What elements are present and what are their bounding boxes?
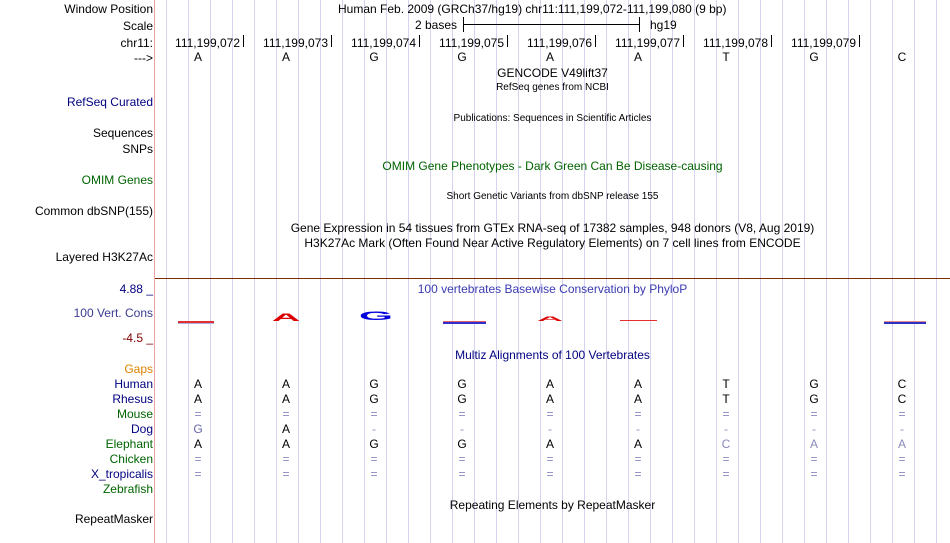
dbsnp-track-title[interactable]: Short Genetic Variants from dbSNP release 155 [446,191,659,202]
species-label-human[interactable]: Human [114,377,153,391]
alignment-base: G [457,392,467,406]
coordinate-tick [331,35,332,47]
species-label-mouse[interactable]: Mouse [116,407,153,421]
alignment-base: - [724,422,728,436]
alignment-base: G [369,377,379,391]
alignment-base: = [458,452,466,466]
alignment-base: C [721,437,731,451]
species-label-dog[interactable]: Dog [130,422,153,436]
reference-base: G [369,50,379,64]
reference-base: C [897,50,907,64]
alignment-base: = [898,452,906,466]
alignment-base: = [722,407,730,421]
phylop-track-title[interactable]: 100 vertebrates Basewise Conservation by PhyloP [417,282,688,296]
alignment-base: = [634,407,642,421]
alignment-base: G [809,377,819,391]
repeatmasker-label[interactable]: RepeatMasker [74,512,153,526]
alignment-base: G [457,377,467,391]
alignment-base: A [809,437,818,451]
alignment-base: G [809,392,819,406]
track-separator [155,278,950,279]
alignment-base: A [545,392,554,406]
omim-genes-label[interactable]: OMIM Genes [81,173,153,187]
alignment-base: = [722,467,730,481]
coordinate-label: 111,199,078 [703,36,768,50]
alignment-base: = [370,407,378,421]
alignment-base: C [897,392,907,406]
scale-bar [463,24,640,25]
alignment-base: - [372,422,376,436]
alignment-base: = [634,467,642,481]
alignment-base: G [369,392,379,406]
chrom-label: chr11: [120,36,153,50]
strand-label: ---> [134,51,153,65]
reference-base: A [281,50,290,64]
alignment-base: T [722,377,730,391]
coordinate-label: 111,199,077 [615,36,680,50]
window-position-label: Window Position [64,2,153,16]
phylop-min-value: -4.5 _ [122,331,153,345]
alignment-base: = [810,452,818,466]
reference-base: A [193,50,202,64]
coordinate-label: 111,199,076 [527,36,592,50]
alignment-base: A [281,392,290,406]
alignment-base: = [898,407,906,421]
reference-base: G [457,50,467,64]
alignment-base: = [370,452,378,466]
alignment-base: G [457,437,467,451]
alignment-base: = [282,407,290,421]
alignment-base: A [193,377,202,391]
alignment-base: = [898,467,906,481]
alignment-base: = [458,407,466,421]
alignment-base: = [546,407,554,421]
snps-label[interactable]: SNPs [122,142,153,156]
alignment-base: G [369,437,379,451]
alignment-base: A [633,437,642,451]
refseq-track-subtitle: RefSeq genes from NCBI [496,82,609,93]
alignment-base: = [634,452,642,466]
reference-base: A [633,50,642,64]
alignment-base: G [193,422,203,436]
publications-track-title[interactable]: Publications: Sequences in Scientific Articles [453,113,652,124]
h3k27ac-track-title[interactable]: H3K27Ac Mark (Often Found Near Active Regulatory Elements) on 7 cell lines from ENCODE [304,236,801,250]
scale-bar-left-tick [463,17,464,32]
alignment-base: A [281,377,290,391]
gtex-track-title[interactable]: Gene Expression in 54 tissues from GTEx RNA-seq of 17382 samples, 948 donors (V8, Aug 2019) [290,221,815,235]
coordinate-tick [683,35,684,47]
alignment-base: A [633,377,642,391]
alignment-base: = [194,467,202,481]
coordinate-tick [243,35,244,47]
alignment-base: = [282,452,290,466]
phylop-max-value: 4.88 _ [119,282,153,296]
alignment-base: = [722,452,730,466]
species-label-x_tropicalis[interactable]: X_tropicalis [90,467,153,481]
alignment-base: = [282,467,290,481]
reference-base: G [809,50,819,64]
refseq-curated-label[interactable]: RefSeq Curated [66,95,153,109]
alignment-base: = [370,467,378,481]
alignment-base: = [810,407,818,421]
alignment-base: = [194,407,202,421]
svg-text:A: A [536,315,564,323]
coordinate-label: 111,199,079 [791,36,856,50]
alignment-base: = [194,452,202,466]
alignment-base: A [281,422,290,436]
reference-base: A [545,50,554,64]
alignment-base: = [546,467,554,481]
alignment-base: = [458,467,466,481]
species-label-zebrafish[interactable]: Zebrafish [102,482,153,496]
alignment-base: - [636,422,640,436]
coordinate-tick [595,35,596,47]
alignment-base: A [897,437,906,451]
coordinate-label: 111,199,072 [175,36,240,50]
alignment-base: A [545,377,554,391]
gencode-track-title[interactable]: GENCODE V49lift37 [497,66,608,80]
coordinate-tick [419,35,420,47]
coordinate-tick [507,35,508,47]
reference-base: T [722,50,730,64]
sequences-label[interactable]: Sequences [92,126,153,140]
coordinate-tick [859,35,860,47]
alignment-base: A [633,392,642,406]
alignment-base: - [548,422,552,436]
coordinate-label: 111,199,074 [351,36,416,50]
alignment-base: - [460,422,464,436]
scale-bar-right-tick [639,17,640,32]
species-label-elephant[interactable]: Elephant [105,437,153,451]
layered-h3k27ac-label[interactable]: Layered H3K27Ac [55,250,153,264]
alignment-base: = [810,467,818,481]
alignment-base: C [897,377,907,391]
alignment-base: A [281,437,290,451]
coordinate-tick [771,35,772,47]
species-label-chicken[interactable]: Chicken [109,452,153,466]
coordinate-label: 111,199,073 [263,36,328,50]
species-label-rhesus[interactable]: Rhesus [112,392,153,406]
common-dbsnp-label[interactable]: Common dbSNP(155) [34,204,153,218]
svg-text:A: A [271,311,301,324]
repeatmasker-track-title[interactable]: Repeating Elements by RepeatMasker [449,498,656,512]
coordinate-label: 111,199,075 [439,36,504,50]
svg-text:G: G [358,309,394,323]
scale-db: hg19 [650,18,677,32]
alignment-base: A [193,392,202,406]
scale-label: Scale [122,19,153,33]
alignment-base: - [900,422,904,436]
alignment-base: = [546,452,554,466]
vert-cons-label[interactable]: 100 Vert. Cons [73,306,153,320]
alignment-base: - [812,422,816,436]
gaps-label: Gaps [124,362,153,376]
omim-track-title[interactable]: OMIM Gene Phenotypes - Dark Green Can Be Disease-causing [382,159,723,173]
alignment-base: A [193,437,202,451]
assembly-position-text[interactable]: Human Feb. 2009 (GRCh37/hg19) chr11:111,199,072-111,199,080 (9 bp) [338,2,727,16]
multiz-track-title[interactable]: Multiz Alignments of 100 Vertebrates [455,348,650,362]
alignment-base: T [722,392,730,406]
alignment-base: A [545,437,554,451]
scale-text: 2 bases [415,18,458,32]
